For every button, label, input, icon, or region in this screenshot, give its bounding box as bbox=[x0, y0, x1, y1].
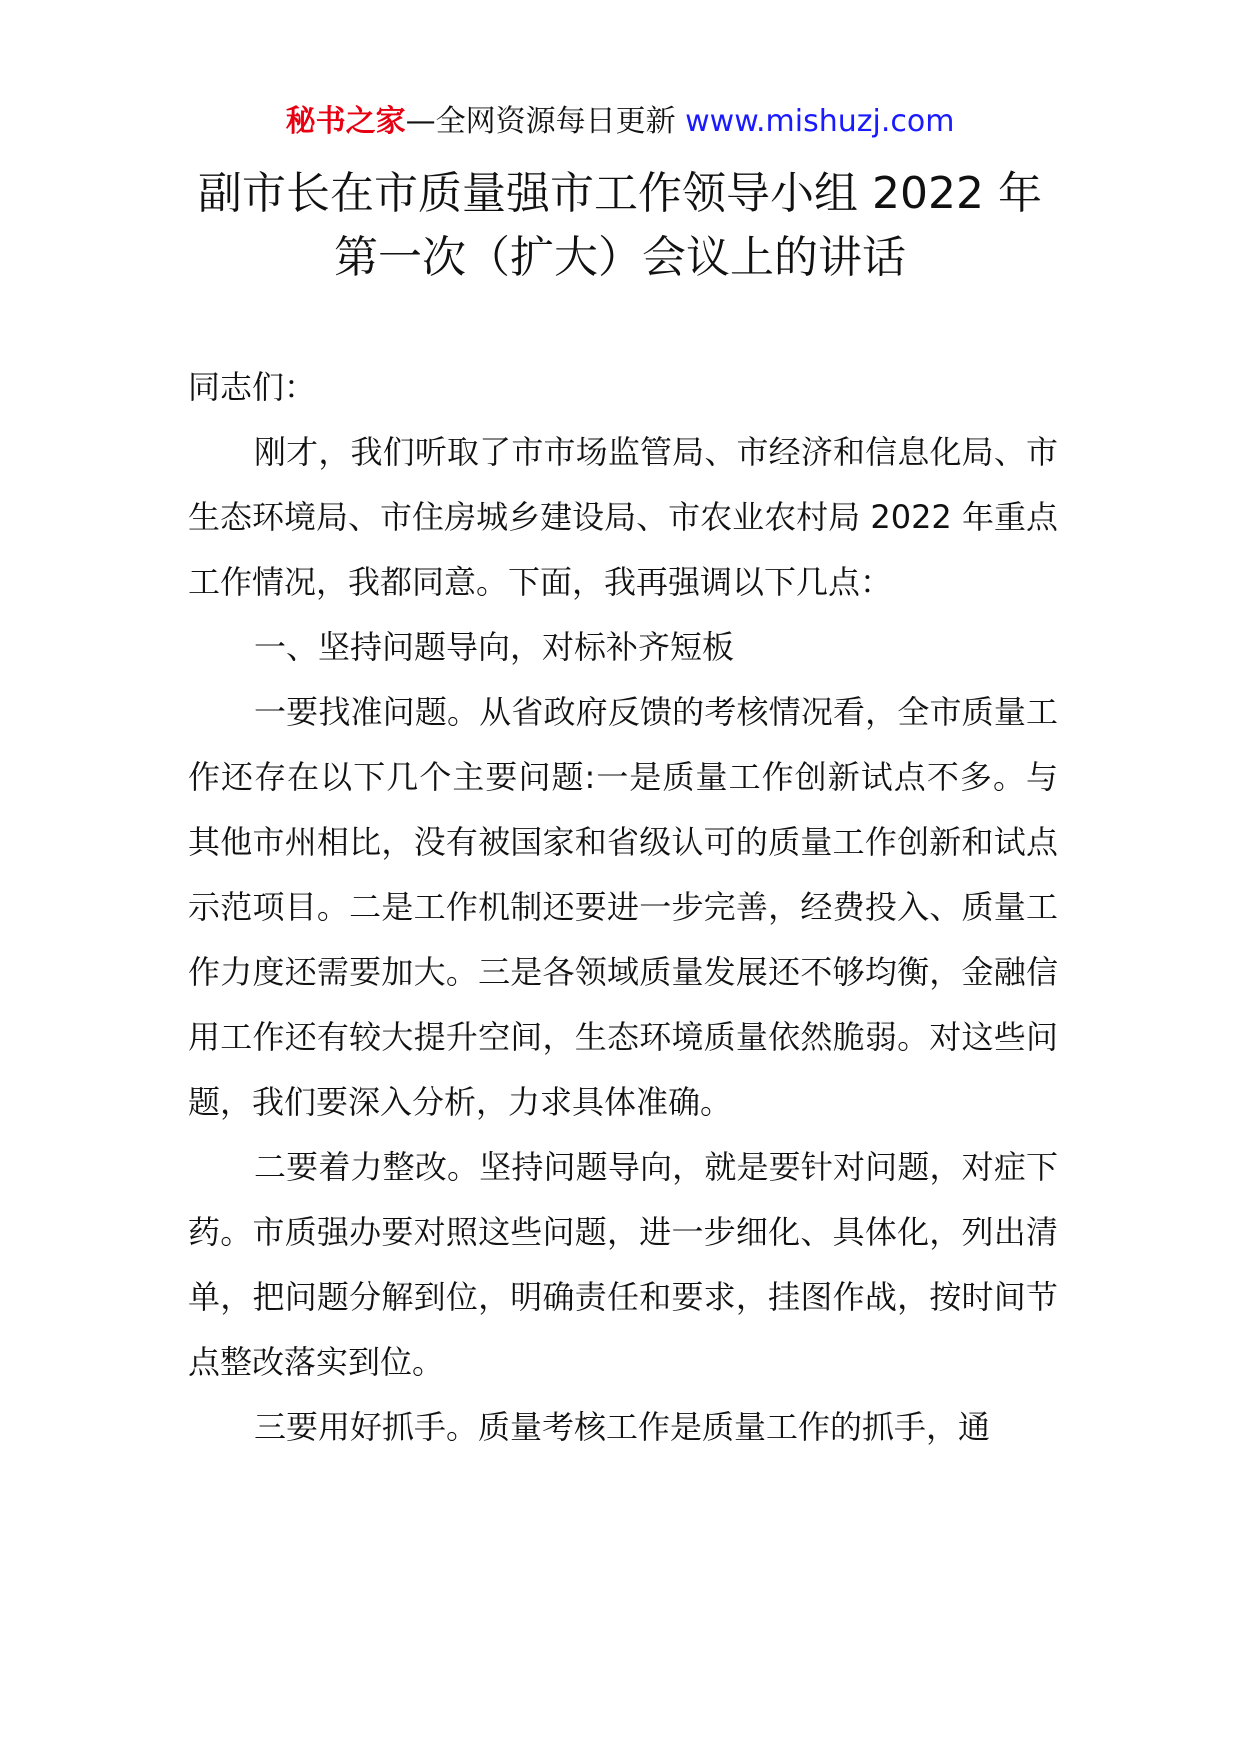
document-body bbox=[188, 355, 1058, 1460]
paragraph: 二要着力整改。坚持问题导向，就是要针对问题，对症下药。市质强办要对照这些问题，进一步细化、具体化，列出清单，把问题分解到位，明确责任和要求，挂图作战，按时间节点整改落实到位。 bbox=[188, 1148, 1058, 1381]
site-banner bbox=[0, 102, 1240, 142]
paragraph: 一要找准问题。从省政府反馈的考核情况看，全市质量工作还存在以下几个主要问题:一是质量工作创新试点不多。与其他市州相比，没有被国家和省级认可的质量工作创新和试点示范项目。二是工作机制还要进一步完善，经费投入、质量工作力度还需要加大。三是各领域质量发展还不够均衡，金融信用工作还有较大提升空间，生态环境质量依然脆弱。对这些问题，我们要深入分析，力求具体准确。 bbox=[188, 693, 1058, 1121]
document-title bbox=[120, 162, 1120, 290]
salutation: 同志们： bbox=[188, 368, 317, 406]
site-url-link[interactable]: www.mishuzj.com bbox=[685, 104, 955, 139]
section-heading: 一、坚持问题导向，对标补齐短板 bbox=[254, 628, 735, 666]
site-brand-name: 秘书之家 bbox=[285, 104, 406, 139]
document-title-line-1: 副市长在市质量强市工作领导小组 2022 年 bbox=[198, 168, 1042, 219]
paragraph: 刚才，我们听取了市市场监管局、市经济和信息化局、市生态环境局、市住房城乡建设局、市农业农村局 2022 年重点工作情况，我都同意。下面，我再强调以下几点： bbox=[188, 433, 1058, 601]
document-title-line-2: 第一次（扩大）会议上的讲话 bbox=[334, 232, 906, 283]
paragraph: 三要用好抓手。质量考核工作是质量工作的抓手，通 bbox=[254, 1408, 991, 1446]
site-tagline: —全网资源每日更新 bbox=[405, 104, 676, 139]
